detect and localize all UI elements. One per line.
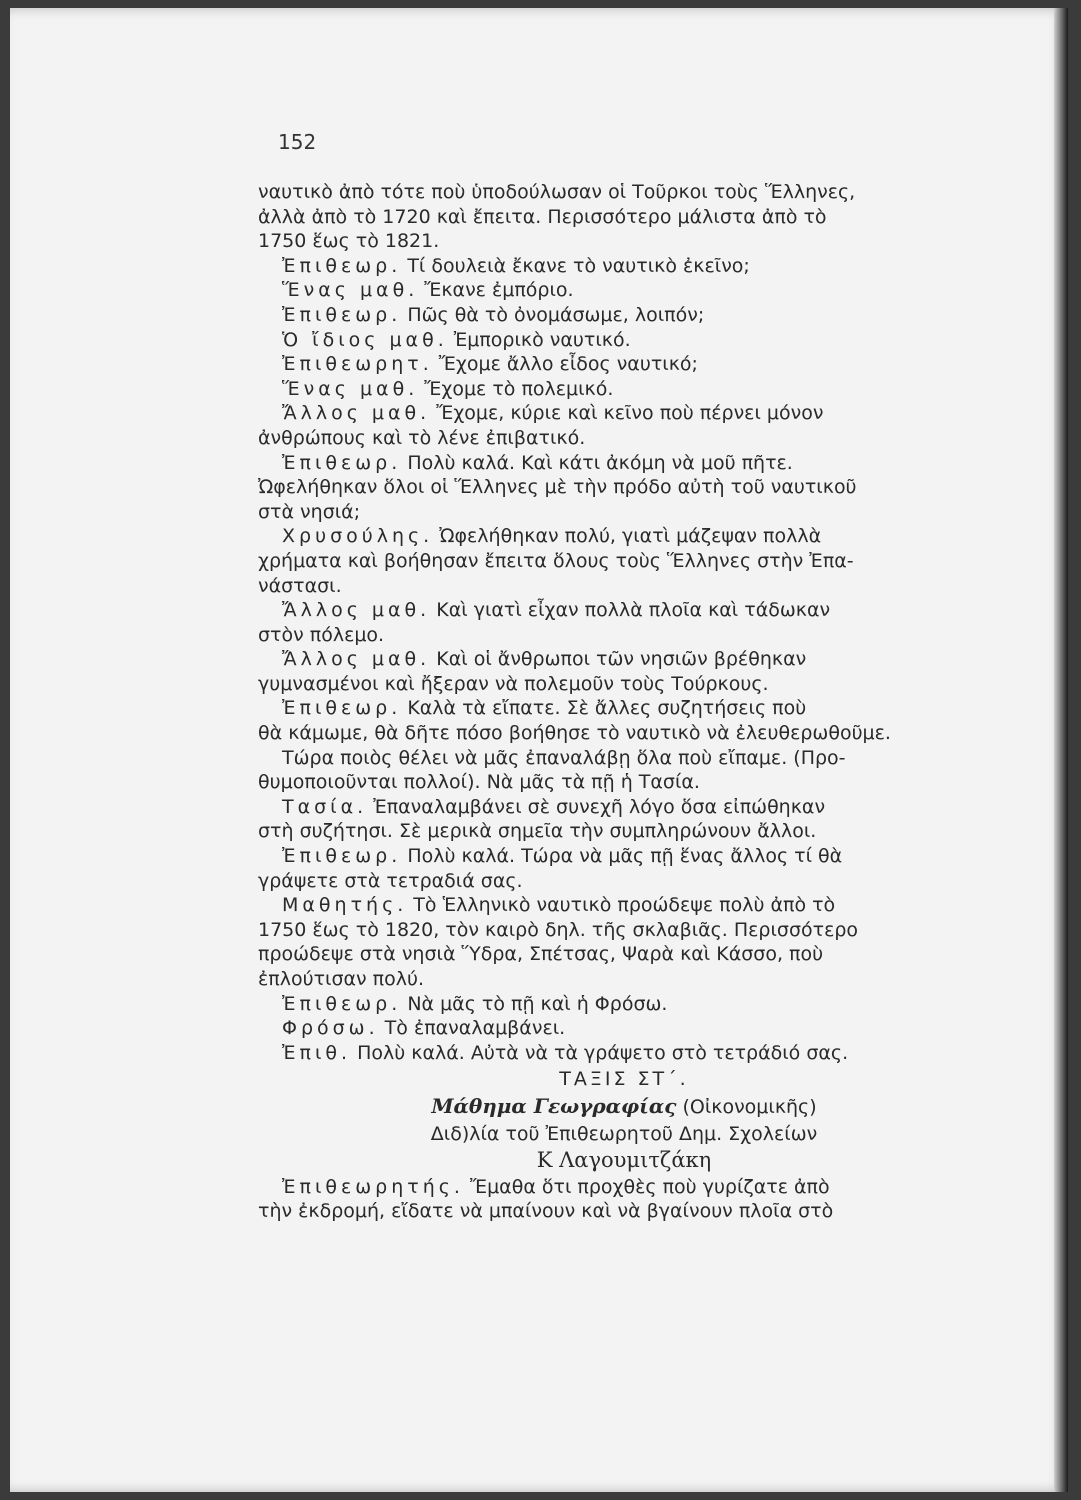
- speaker-label: Ἐπιθεωρ.: [282, 992, 402, 1015]
- line-text: Τώρα ποιὸς θέλει νὰ μᾶς ἐπαναλάβῃ ὅλα ποὺ εἴπαμε. (Προ-: [282, 746, 846, 769]
- line-text: ναυτικὸ ἀπὸ τότε ποὺ ὑποδούλωσαν οἱ Τοῦρκοι τοὺς Ἕλληνες,: [258, 181, 856, 203]
- lesson-heading: [258, 1094, 990, 1120]
- dialogue-text: [258, 180, 990, 1065]
- speaker-label: Ἐπιθ.: [282, 1041, 352, 1064]
- line-text: γράψετε στὰ τετραδιά σας.: [258, 869, 523, 892]
- text-line: [258, 451, 990, 476]
- lesson-subtitle: (Οἰκονομικῆς): [676, 1095, 817, 1118]
- teacher-name: Κ Λαγουμιτζάκη: [536, 1148, 712, 1173]
- line-text: Ὠφελήθηκαν ὅλοι οἱ Ἕλληνες μὲ τὴν πρόδο αὐτὴ τοῦ ναυτικοῦ: [258, 476, 857, 499]
- line-text: Τί δουλειὰ ἔκανε τὸ ναυτικὸ ἐκεῖνο;: [401, 254, 750, 277]
- speaker-label: Ὁ ἴδιος μαθ.: [282, 328, 448, 351]
- line-text: Τὸ ἐπαναλαμβάνει.: [378, 1017, 566, 1040]
- line-text: χρήματα καὶ βοήθησαν ἔπειτα ὅλους τοὺς Ἕλληνες στὴν Ἐπα-: [258, 549, 854, 572]
- text-line: [258, 401, 990, 426]
- speaker-label: Ἄλλος μαθ.: [282, 648, 431, 671]
- line-text: Καλὰ τὰ εἴπατε. Σὲ ἄλλες συζητήσεις ποὺ: [401, 697, 807, 720]
- text-line: [258, 795, 990, 820]
- speaker-label: Μαθητής.: [282, 894, 408, 917]
- text-line: [258, 672, 990, 697]
- line-text: Καὶ οἱ ἄνθρωποι τῶν νησιῶν βρέθηκαν: [430, 648, 807, 671]
- line-text: στὰ νησιά;: [258, 500, 361, 523]
- text-line: [258, 770, 990, 795]
- text-line: [258, 574, 990, 599]
- page-edge-shadow: [1054, 8, 1068, 1492]
- line-text: νάστασι.: [258, 574, 342, 597]
- text-line: [258, 180, 990, 205]
- text-line: [258, 1041, 990, 1066]
- text-line: [258, 869, 990, 894]
- text-line: [258, 746, 990, 771]
- line-text: θυμοποιοῦνται πολλοί). Νὰ μᾶς τὰ πῇ ἡ Τασία.: [258, 771, 700, 794]
- text-line: [258, 549, 990, 574]
- line-text: Ὠφελήθηκαν πολύ, γιατὶ μάζεψαν πολλὰ: [433, 525, 822, 548]
- speaker-label: Ἕνας μαθ.: [282, 279, 419, 302]
- text-line: [258, 623, 990, 648]
- lesson-title: Μάθημα Γεωγραφίας: [431, 1093, 677, 1118]
- line-text: Ἔχομε τὸ πολεμικό.: [418, 377, 614, 400]
- speaker-label: Ἄλλος μαθ.: [282, 599, 431, 622]
- book-page: [10, 8, 1068, 1492]
- text-line: [258, 647, 990, 672]
- speaker-label: Τασία.: [282, 795, 368, 818]
- text-line: [258, 303, 990, 328]
- line-text: στὸν πόλεμο.: [258, 623, 385, 646]
- text-line: [258, 1199, 990, 1224]
- text-line: [258, 1175, 990, 1200]
- text-line: [258, 377, 990, 402]
- line-text: 1750 ἕως τὸ 1821.: [258, 230, 440, 253]
- speaker-label: Φρόσω.: [282, 1017, 379, 1040]
- text-line: [258, 992, 990, 1017]
- speaker-label: Ἐπιθεωρ.: [282, 451, 402, 474]
- page-body: [258, 180, 990, 1224]
- line-text: ἐπλούτισαν πολύ.: [258, 968, 424, 990]
- text-line: [258, 1016, 990, 1041]
- line-text: Νὰ μᾶς τὸ πῇ καὶ ἡ Φρόσω.: [401, 992, 668, 1015]
- line-text: Τὸ Ἑλληνικὸ ναυτικὸ προώδεψε πολὺ ἀπὸ τὸ: [407, 894, 836, 917]
- text-line: [258, 352, 990, 377]
- line-text: Ἔχομε, κύριε καὶ κεῖνο ποὺ πέρνει μόνον: [430, 402, 824, 425]
- school-line: Διδ)λία τοῦ Ἐπιθεωρητοῦ Δημ. Σχολείων: [430, 1122, 818, 1145]
- text-line: [258, 524, 990, 549]
- speaker-label: Ἕνας μαθ.: [282, 377, 419, 400]
- line-text: Ἔμαθα ὅτι προχθὲς ποὺ γυρίζατε ἀπὸ: [463, 1175, 830, 1198]
- line-text: Πολὺ καλά. Καὶ κάτι ἀκόμη νὰ μοῦ πῆτε.: [401, 451, 793, 474]
- text-line: [258, 254, 990, 279]
- speaker-label: Ἐπιθεωρητής.: [282, 1175, 464, 1198]
- text-line: [258, 205, 990, 230]
- speaker-label: Ἐπιθεωρ.: [282, 845, 402, 868]
- line-text: Πῶς θὰ τὸ ὀνομάσωμε, λοιπόν;: [401, 303, 705, 326]
- text-line: [258, 721, 990, 746]
- text-line: [258, 426, 990, 451]
- text-line: [258, 229, 990, 254]
- line-text: Ἔκανε ἐμπόριο.: [418, 279, 574, 302]
- line-text: Καὶ γιατὶ εἶχαν πολλὰ πλοῖα καὶ τάδωκαν: [430, 599, 831, 622]
- text-line: [258, 844, 990, 869]
- line-text: Πολὺ καλά. Αὐτὰ νὰ τὰ γράψετο στὸ τετράδιό σας.: [351, 1041, 849, 1064]
- text-line: [258, 942, 990, 967]
- line-text: ἀλλὰ ἀπὸ τὸ 1720 καὶ ἔπειτα. Περισσότερο μάλιστα ἀπὸ τὸ: [258, 205, 827, 228]
- line-text: Ἐμπορικὸ ναυτικό.: [447, 328, 631, 351]
- text-line: [258, 500, 990, 525]
- speaker-label: Ἐπιθεωρ.: [282, 697, 402, 720]
- text-line: [258, 696, 990, 721]
- line-text: στὴ συζήτησι. Σὲ μερικὰ σημεῖα τὴν συμπληρώνουν ἄλλοι.: [258, 820, 817, 843]
- line-text: γυμνασμένοι καὶ ἤξεραν νὰ πολεμοῦν τοὺς Τούρκους.: [258, 672, 769, 695]
- text-line: [258, 893, 990, 918]
- text-line: [258, 475, 990, 500]
- text-line: [258, 598, 990, 623]
- text-line: [258, 328, 990, 353]
- speaker-label: Ἐπιθεωρητ.: [282, 353, 433, 376]
- text-line: [258, 278, 990, 303]
- speaker-label: Ἐπιθεωρ.: [282, 303, 402, 326]
- dialogue-text-continued: [258, 1175, 990, 1224]
- speaker-label: Χρυσούλης.: [282, 525, 434, 548]
- line-text: τὴν ἐκδρομή, εἴδατε νὰ μπαίνουν καὶ νὰ βγαίνουν πλοῖα στὸ: [258, 1200, 834, 1223]
- line-text: 1750 ἕως τὸ 1820, τὸν καιρὸ δηλ. τῆς σκλαβιᾶς. Περισσότερο: [258, 918, 859, 941]
- line-text: Ἔχομε ἄλλο εἶδος ναυτικό;: [432, 353, 698, 376]
- speaker-label: Ἐπιθεωρ.: [282, 254, 402, 277]
- line-text: ἀνθρώπους καὶ τὸ λένε ἐπιβατικό.: [258, 426, 586, 449]
- class-heading: ΤΑΞΙΣ ΣΤ΄.: [559, 1068, 689, 1091]
- line-text: Ἐπαναλαμβάνει σὲ συνεχῆ λόγο ὅσα εἰπώθηκαν: [367, 795, 826, 818]
- line-text: προώδεψε στὰ νησιὰ Ὕδρα, Σπέτσας, Ψαρὰ καὶ Κάσσο, ποὺ: [258, 943, 824, 966]
- text-line: [258, 918, 990, 943]
- text-line: [258, 819, 990, 844]
- text-line: [258, 967, 990, 992]
- speaker-label: Ἄλλος μαθ.: [282, 402, 431, 425]
- line-text: Πολὺ καλά. Τώρα νὰ μᾶς πῇ ἕνας ἄλλος τί θὰ: [401, 845, 843, 868]
- page-number: 152: [278, 130, 317, 154]
- line-text: θὰ κάμωμε, θὰ δῆτε πόσο βοήθησε τὸ ναυτικὸ νὰ ἐλευθερωθοῦμε.: [258, 722, 891, 745]
